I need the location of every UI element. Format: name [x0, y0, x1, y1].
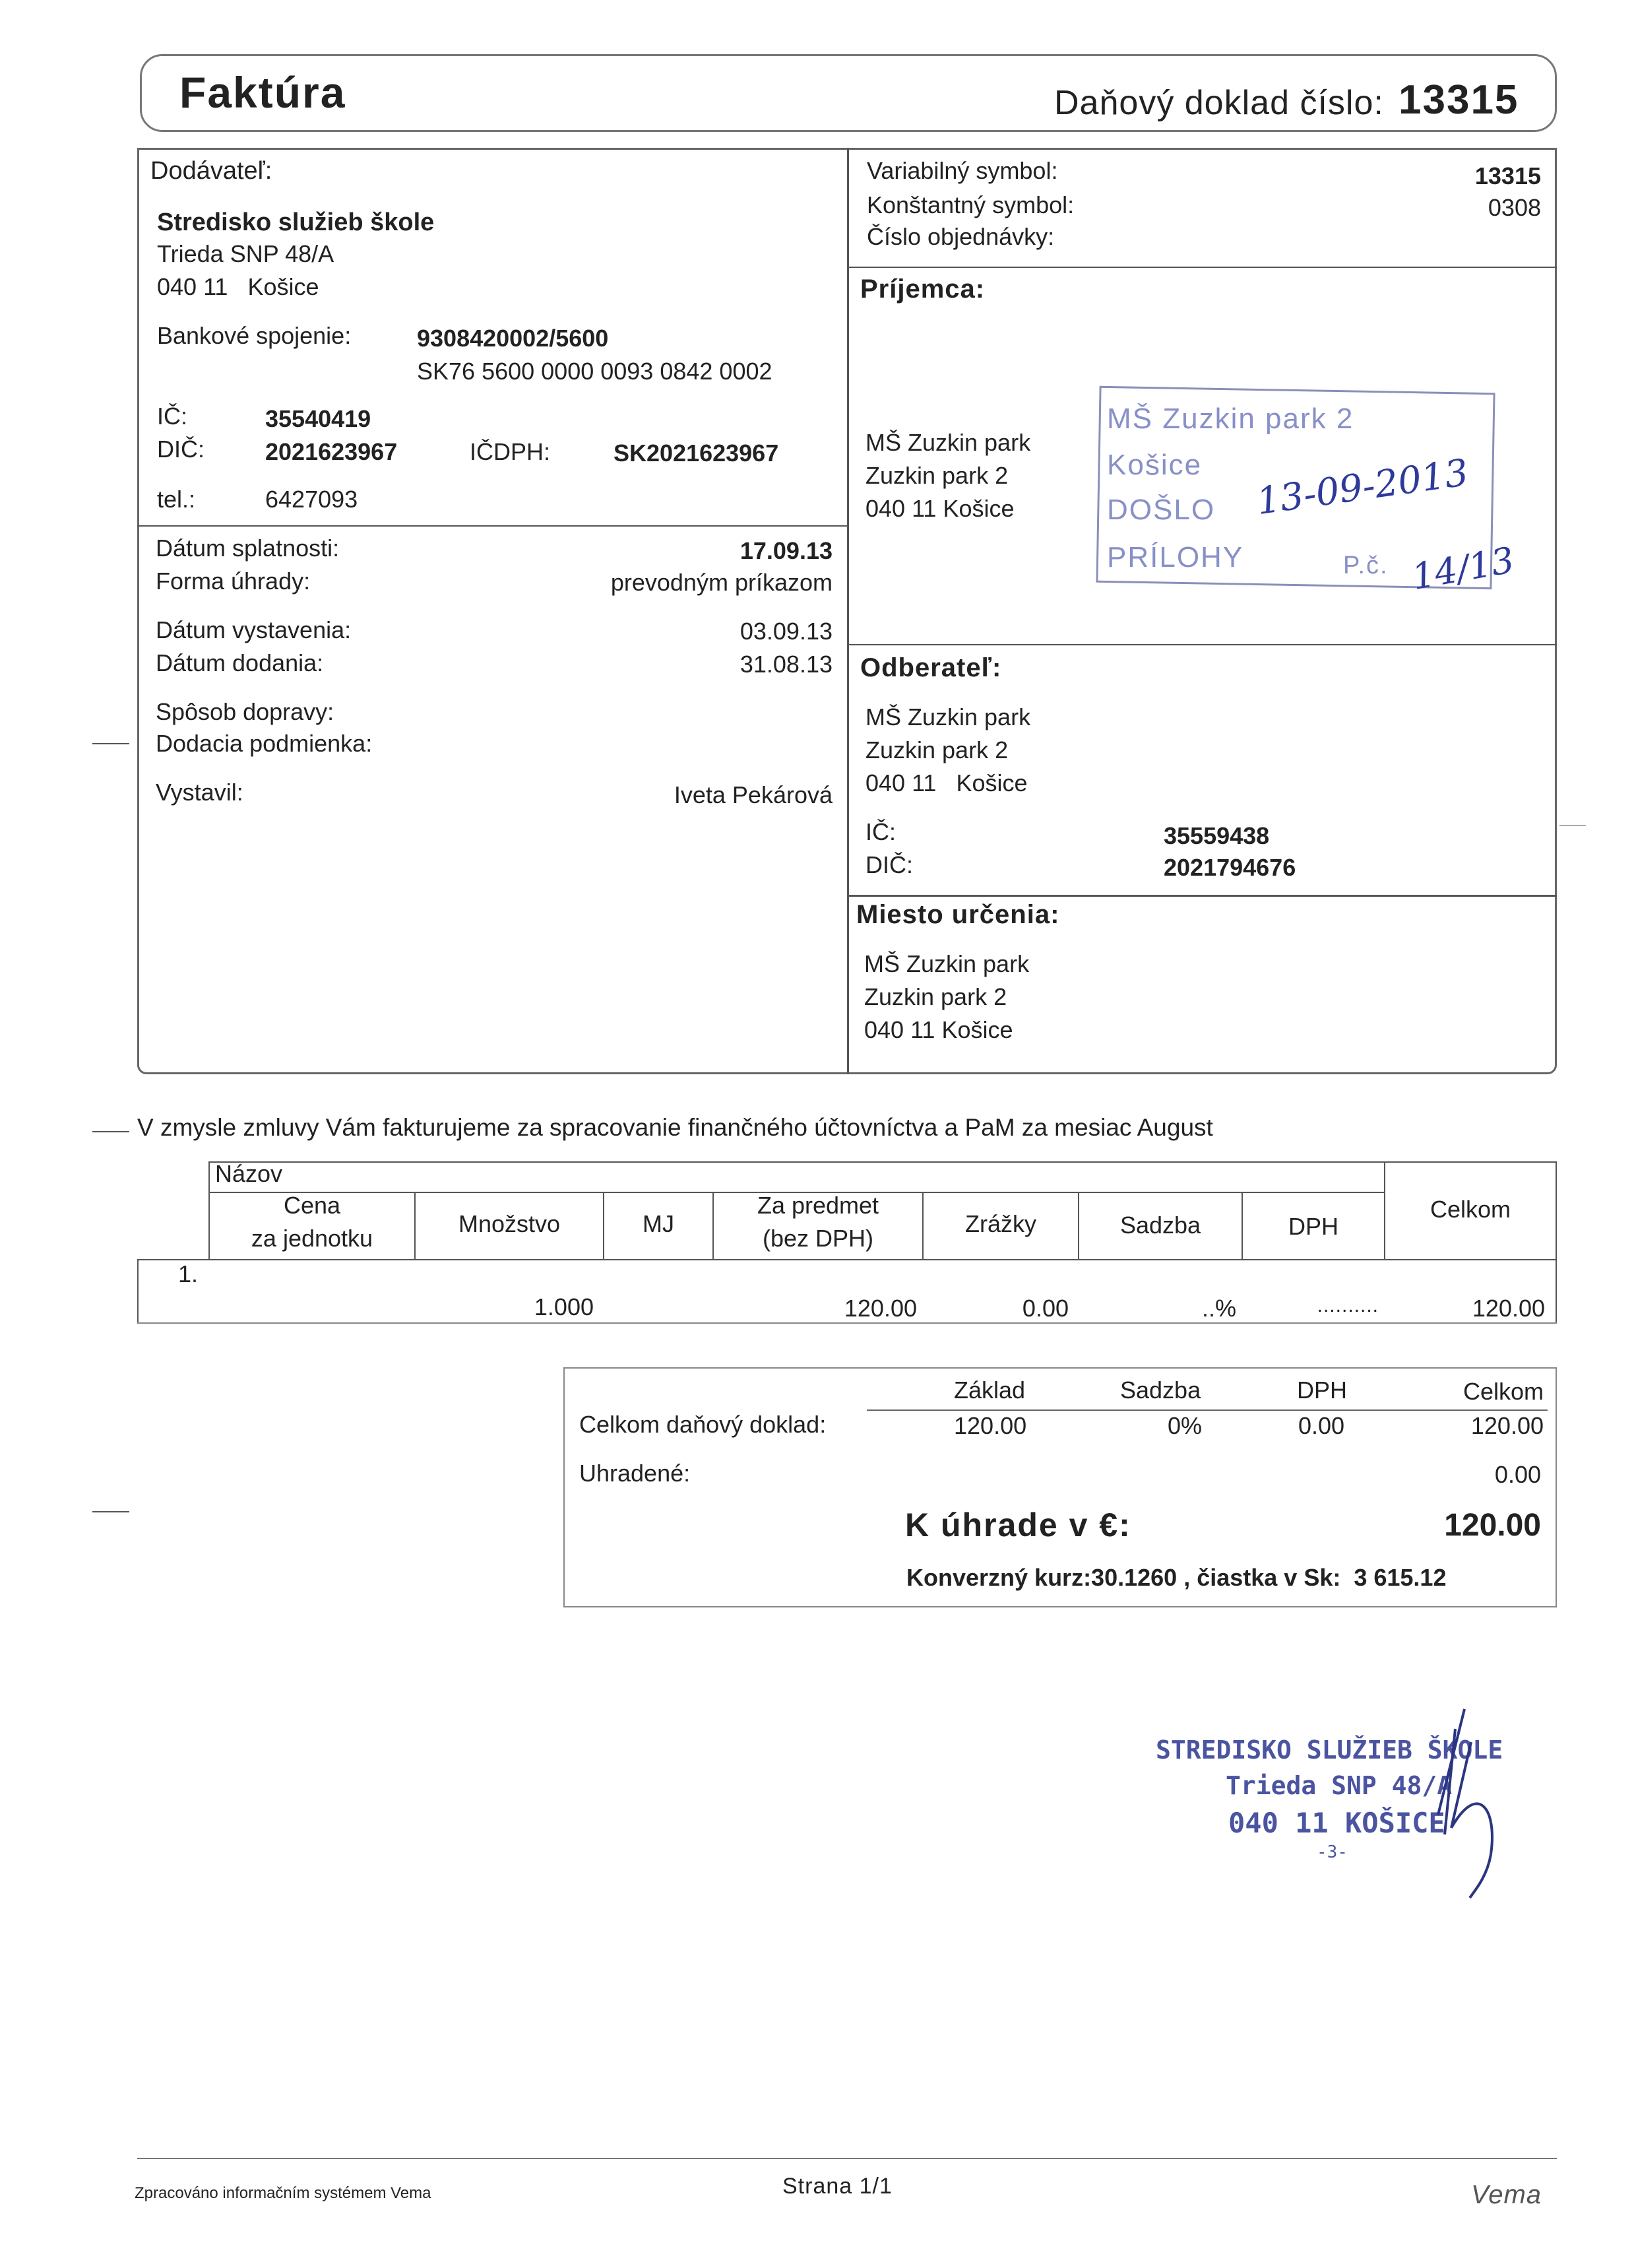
supplier-name: Stredisko služieb škole: [157, 209, 435, 236]
summary-col-total: Celkom: [1463, 1378, 1544, 1405]
supplier-divider: [137, 525, 848, 527]
margin-mark: [1559, 825, 1586, 826]
customer-divider: [847, 895, 1557, 897]
item-qty: 1.000: [534, 1293, 594, 1320]
variable-symbol-label: Variabilný symbol:: [867, 157, 1058, 184]
col-name-header: Názov: [215, 1160, 283, 1187]
transport-label: Spôsob dopravy:: [156, 698, 334, 725]
summary-total-doc-label: Celkom daňový doklad:: [579, 1411, 827, 1438]
margin-mark: [92, 1131, 129, 1132]
summary-col-base: Základ: [954, 1377, 1026, 1404]
supplier-heading: Dodávateľ:: [150, 157, 272, 185]
destination-name: MŠ Zuzkin park: [864, 950, 1030, 977]
margin-mark: [92, 1511, 129, 1512]
summary-vat: 0.00: [1298, 1412, 1345, 1439]
item-rate: ..%: [1201, 1295, 1236, 1322]
constant-symbol: 0308: [1488, 194, 1541, 221]
iban: SK76 5600 0000 0093 0842 0002: [417, 358, 772, 385]
issued-by-label: Vystavil:: [156, 779, 243, 806]
supplier-city: 040 11 Košice: [157, 273, 319, 300]
due-date: 17.09.13: [739, 537, 833, 564]
item-index: 1.: [178, 1260, 199, 1287]
items-bottom-border: [137, 1322, 1557, 1324]
amount-due: 120.00: [1444, 1508, 1541, 1543]
supplier-icdph: SK2021623967: [614, 439, 779, 467]
col-deductions-header: Zrážky: [965, 1210, 1036, 1237]
company-stamp-line3: 040 11 KOŠICE: [1228, 1807, 1445, 1839]
received-stamp-line2: Košice: [1107, 449, 1203, 481]
delivery-date-label: Dátum dodania:: [156, 649, 324, 676]
terms-label: Dodacia podmienka:: [156, 730, 373, 757]
order-number-label: Číslo objednávky:: [867, 223, 1055, 250]
payment-form-label: Forma úhrady:: [156, 567, 311, 595]
summary-paid: 0.00: [1494, 1461, 1541, 1488]
summary-paid-label: Uhradené:: [579, 1460, 691, 1487]
customer-ic-label: IČ:: [865, 818, 897, 845]
footer-page-number: Strana 1/1: [782, 2174, 893, 2199]
item-total: 120.00: [1472, 1295, 1545, 1322]
recipient-name: MŠ Zuzkin park: [865, 429, 1031, 456]
summary-header-line: [867, 1409, 1548, 1411]
company-stamp-line2: Trieda SNP 48/A: [1226, 1771, 1453, 1800]
due-date-label: Dátum splatnosti:: [156, 535, 340, 562]
col-mj-header: MJ: [643, 1210, 674, 1237]
issue-date-label: Dátum vystavenia:: [156, 616, 352, 643]
summary-col-rate: Sadzba: [1120, 1377, 1201, 1404]
payment-form: prevodným príkazom: [610, 569, 833, 596]
delivery-date: 31.08.13: [739, 651, 833, 678]
bank-account: 9308420002/5600: [417, 325, 609, 352]
received-stamp-line1: MŠ Zuzkin park 2: [1107, 403, 1354, 435]
recipient-street: Zuzkin park 2: [865, 462, 1009, 489]
destination-city: 040 11 Košice: [864, 1016, 1013, 1043]
items-top-border: [208, 1161, 1557, 1163]
destination-heading: Miesto určenia:: [856, 900, 1060, 929]
col-unit-price-header-1: Cena: [283, 1192, 341, 1219]
signature-icon: [1399, 1702, 1517, 1900]
col-qty-header: Množstvo: [458, 1210, 561, 1237]
customer-ic: 35559438: [1164, 822, 1270, 849]
col-total-header: Celkom: [1430, 1196, 1511, 1223]
supplier-dic-label: DIČ:: [157, 436, 204, 463]
received-handwritten-date: 13-09-2013: [1254, 451, 1471, 524]
supplier-tel: 6427093: [265, 486, 358, 513]
item-subject: 120.00: [844, 1295, 917, 1322]
items-header-bottom: [137, 1259, 1557, 1260]
summary-base: 120.00: [954, 1412, 1027, 1439]
supplier-dic: 2021623967: [265, 438, 398, 465]
customer-city: 040 11 Košice: [865, 769, 1028, 796]
col-unit-price-header-2: za jednotku: [251, 1225, 373, 1252]
tax-document-number: 13315: [1399, 77, 1519, 123]
items-outer-left: [137, 1259, 139, 1324]
invoice-title: Faktúra: [179, 68, 346, 117]
margin-mark: [92, 743, 129, 744]
summary-rate: 0%: [1168, 1412, 1203, 1439]
col-subject-header-2: (bez DPH): [762, 1225, 874, 1252]
summary-col-vat: DPH: [1297, 1377, 1348, 1404]
issue-date: 03.09.13: [739, 618, 833, 645]
footer-line: [137, 2158, 1557, 2159]
supplier-tel-label: tel.:: [157, 486, 196, 513]
destination-street: Zuzkin park 2: [864, 983, 1007, 1010]
info-box-divider: [847, 148, 849, 1074]
item-deductions: 0.00: [1022, 1295, 1069, 1322]
recipient-city: 040 11 Košice: [865, 495, 1015, 522]
customer-dic: 2021794676: [1164, 854, 1296, 881]
customer-street: Zuzkin park 2: [865, 736, 1009, 763]
conversion-rate: Konverzný kurz:30.1260 , čiastka v Sk: 3 615.12: [906, 1564, 1447, 1591]
col-vat-header: DPH: [1288, 1213, 1338, 1240]
tax-document-label: Daňový doklad číslo:: [1054, 84, 1384, 122]
received-stamp-pc-label: P.č.: [1343, 552, 1389, 579]
constant-symbol-label: Konštantný symbol:: [867, 191, 1075, 218]
issued-by: Iveta Pekárová: [674, 781, 833, 808]
supplier-icdph-label: IČDPH:: [470, 438, 551, 465]
supplier-ic: 35540419: [265, 405, 371, 432]
company-stamp-line4: -3-: [1317, 1842, 1348, 1862]
variable-symbol: 13315: [1474, 162, 1541, 189]
col-subject-header-1: Za predmet: [757, 1192, 879, 1219]
received-stamp-line4: PRÍLOHY: [1107, 541, 1244, 573]
received-stamp-line3: DOŠLO: [1107, 494, 1216, 526]
summary-total: 120.00: [1470, 1412, 1544, 1439]
items-right-border: [1556, 1161, 1557, 1324]
bank-label: Bankové spojenie:: [157, 322, 352, 349]
footer-system-text: Zpracováno informačním systémem Vema: [135, 2184, 431, 2202]
footer-brand-logo: Vema: [1471, 2180, 1542, 2209]
col-rate-header: Sadzba: [1119, 1212, 1201, 1239]
supplier-street: Trieda SNP 48/A: [157, 240, 334, 267]
intro-text: V zmysle zmluvy Vám fakturujeme za spracovanie finančného účtovníctva a PaM za mesiac August: [137, 1114, 1213, 1141]
customer-heading: Odberateľ:: [860, 653, 1002, 682]
received-handwritten-number: 14/13: [1408, 538, 1517, 599]
recipient-divider: [847, 644, 1557, 645]
company-stamp-line1: STREDISKO SLUŽIEB ŠKOLE: [1156, 1735, 1503, 1765]
recipient-heading: Príjemca:: [860, 275, 986, 304]
supplier-ic-label: IČ:: [157, 403, 188, 430]
amount-due-label: K úhrade v €:: [905, 1507, 1131, 1543]
customer-dic-label: DIČ:: [865, 851, 913, 878]
customer-name: MŠ Zuzkin park: [865, 703, 1031, 730]
item-vat: ..........: [1317, 1295, 1379, 1316]
symbols-divider: [847, 267, 1557, 268]
